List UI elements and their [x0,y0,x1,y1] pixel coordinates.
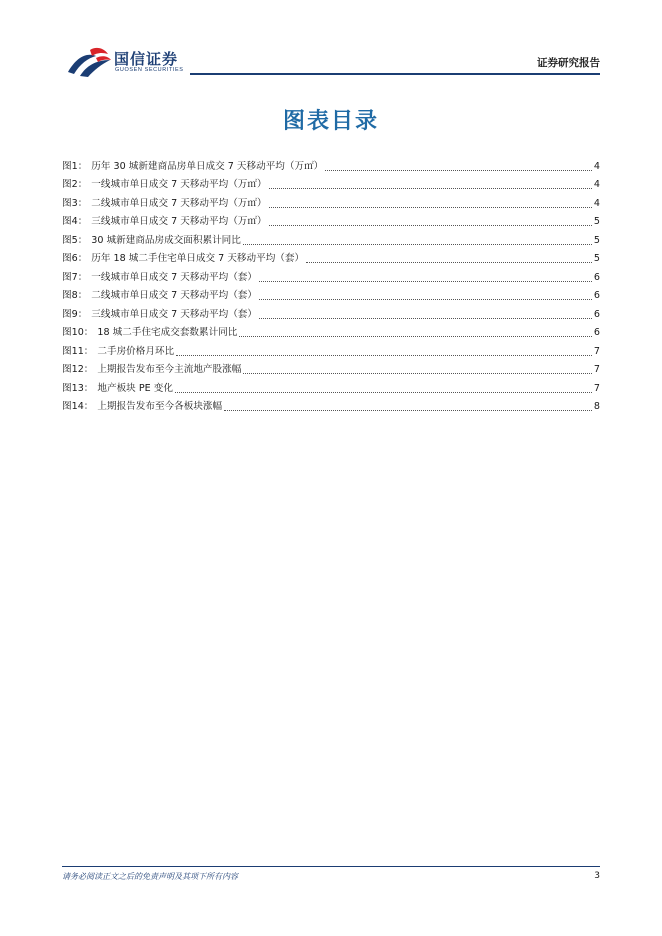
toc-entry-page: 6 [593,327,600,338]
toc-dot-leader [176,354,592,356]
toc-entry[interactable] [62,210,600,229]
toc-entry-page: 7 [593,364,600,375]
toc-entry-label: 图1： [62,160,88,172]
toc-entry-label: 图2： [62,179,88,190]
toc-entry-page: 6 [593,308,600,320]
toc-entry[interactable] [62,339,600,358]
toc-entry-label: 图8： [62,290,88,301]
toc-entry-page: 4 [593,197,600,209]
toc-entry-title: 三线城市单日成交 7 天移动平均（套） [91,308,257,320]
toc-entry-page: 7 [593,382,600,394]
toc-entry[interactable] [62,376,600,395]
toc-dot-leader [306,261,592,263]
toc-entry[interactable] [62,358,600,377]
page-number: 3 [594,871,600,881]
toc-entry-title: 30 城新建商品房成交面积累计同比 [91,234,241,246]
toc-entry-label: 图4： [62,216,88,227]
toc-entry-title: 上期报告发布至今各板块涨幅 [97,401,223,412]
toc-entry-title: 18 城二手住宅成交套数累计同比 [97,327,238,338]
toc-entry-page: 4 [593,160,600,172]
footer-divider [62,866,600,867]
toc-entry[interactable] [62,302,600,321]
toc-entry-label: 图6： [62,253,88,264]
toc-entry-label: 图10： [62,327,94,338]
toc-entry[interactable] [62,284,600,303]
toc-dot-leader [243,372,592,374]
toc-entry-page: 5 [593,234,600,246]
toc-entry-title: 三线城市单日成交 7 天移动平均（万㎡） [91,216,267,227]
toc-entry[interactable] [62,247,600,266]
toc-entry[interactable] [62,173,600,192]
toc-entry-title: 二手房价格月环比 [97,345,175,357]
toc-entry-page: 4 [593,179,600,190]
toc-entry-title: 二线城市单日成交 7 天移动平均（套） [91,290,257,301]
toc-entry[interactable] [62,395,600,414]
toc-dot-leader [243,243,592,245]
toc-dot-leader [239,335,592,337]
toc-entry-label: 图9： [62,308,88,320]
toc-entry-title: 上期报告发布至今主流地产股涨幅 [97,364,242,375]
toc-entry-page: 6 [593,290,600,301]
toc-entry[interactable] [62,321,600,340]
toc-dot-leader [175,391,592,393]
toc-entry-page: 5 [593,216,600,227]
toc-entry-page: 5 [593,253,600,264]
footer-disclaimer: 请务必阅读正文之后的免责声明及其项下所有内容 [62,872,238,881]
toc-entry-label: 图12： [62,364,94,375]
toc-entry-label: 图14： [62,401,94,412]
toc-dot-leader [259,317,592,319]
guosen-logo-icon [66,46,112,78]
brand-name: 国信证券 [114,50,179,68]
brand-name-english: GUOSEN SECURITIES [115,67,184,73]
toc-entry-title: 历年 18 城二手住宅单日成交 7 天移动平均（套） [91,253,305,264]
toc-entry-title: 历年 30 城新建商品房单日成交 7 天移动平均（万㎡） [91,160,324,172]
toc-entry[interactable] [62,191,600,210]
toc-entry-label: 图5： [62,234,88,246]
toc-dot-leader [325,169,592,171]
toc-entry-label: 图11： [62,345,94,357]
toc-entry-page: 7 [593,345,600,357]
report-type-label: 证券研究报告 [537,57,600,69]
page-title: 图表目录 [282,109,379,134]
table-of-figures [62,154,600,413]
toc-dot-leader [259,280,592,282]
toc-dot-leader [269,187,592,189]
toc-entry-label: 图3： [62,197,88,209]
toc-entry-title: 地产板块 PE 变化 [97,382,173,394]
page-header [0,0,662,80]
toc-entry[interactable] [62,154,600,173]
toc-entry-title: 二线城市单日成交 7 天移动平均（万㎡） [91,197,267,209]
toc-entry[interactable] [62,228,600,247]
toc-entry-page: 6 [593,271,600,283]
toc-dot-leader [224,409,592,411]
toc-entry-label: 图13： [62,382,94,394]
toc-dot-leader [269,224,592,226]
header-divider [190,73,600,75]
toc-entry-label: 图7： [62,271,88,283]
toc-dot-leader [269,206,592,208]
toc-entry[interactable] [62,265,600,284]
toc-dot-leader [259,298,592,300]
toc-entry-page: 8 [593,401,600,412]
toc-entry-title: 一线城市单日成交 7 天移动平均（万㎡） [91,179,267,190]
toc-entry-title: 一线城市单日成交 7 天移动平均（套） [91,271,257,283]
